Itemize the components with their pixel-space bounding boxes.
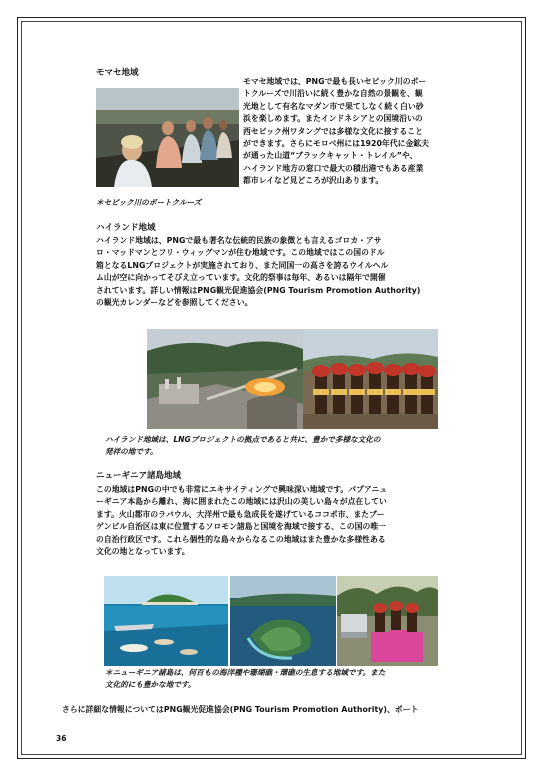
text-line: ロ・マッドマンとフリ・ウィッグマンが住む地域です。この地域ではこの国のドル [96,248,385,258]
text-line: ます。火山都市のラバウル、大洋州で最も急成長を遂げているココポ市、またブー [96,509,385,519]
text-line: 西セピック州ワタングでは多様な文化に接すること [243,126,423,136]
highlands-dancers-photo [303,329,438,429]
island-aerial-photo [230,576,336,666]
momase-heading: モマセ地域 [96,68,139,78]
momase-paragraph [243,76,493,188]
text-line: されています。詳しい情報はPNG観光促進協会(PNG Tourism Promotion Authority) [96,285,421,295]
caption-line: ＊ニューギニア諸島は、何百もの海洋種や珊瑚礁・環礁の生息する地域です。また [105,668,386,677]
sepik-boat-cruise-photo [96,88,239,187]
text-line: この地域はPNGの中でも非常にエキサイティングで興味深い地域です。パプアニュ [96,485,388,494]
text-line: 文化の地となっています。 [96,547,190,557]
islands-culture-photo [337,576,438,666]
text-line: ハイランド地域は、PNGで最も著名な伝統的民族の象徴とも言えるゴロカ・アサ [96,236,382,245]
text-line: ーギニア本島から離れ、海に囲まれたこの地域には沢山の美しい島々が点在してい [96,497,387,507]
caption-line: 発祥の地です。 [105,447,158,456]
text-line: 光地として有名なマダン市で果てしなく続く白い砂 [243,101,424,111]
sepik-photo-caption: ＊セピック川のボートクルーズ [96,198,202,207]
highlands-heading: ハイランド地域 [96,223,156,233]
text-line: ができます。さらにモロベ州には1920年代に金鉱夫 [243,139,430,149]
islands-photo-caption [105,667,490,691]
lng-project-photo [147,329,303,429]
new-guinea-islands-heading: ニューギニア諸島地域 [96,471,182,481]
text-line: の観光カレンダーなどを参照してください。 [96,298,253,308]
caption-line: ハイランド地域は、LNGプロジェクトの拠点であると共に、豊かで多様な文化の [105,435,381,444]
text-line: ム山が空に向かってそびえ立っています。文化的祭事は毎年、あるいは隔年で開催 [96,273,386,283]
text-line: ハイランド地方の窓口で最大の積出港でもある産業 [243,163,424,173]
page-number: 36 [56,734,67,743]
text-line: が通った山道“ブラックキャット・トレイル”や、 [243,151,418,161]
text-line: ゲンビル自治区は東に位置するソロモン諸島と国境を海域で接する、この国の唯一 [96,522,387,532]
text-line: の自治行政区です。これら個性的な島々からなるこの地域はまた豊かな多様性ある [96,534,386,544]
text-line: 浜を楽しめます。またインドネシアとの国境沿いの [243,114,423,124]
new-guinea-islands-paragraph [96,484,496,558]
caption-line: 文化的にも豊かな地です。 [105,680,196,689]
highlands-photo-caption [105,434,485,458]
text-line: 都市レイなど見どころが沢山あります。 [243,176,384,186]
footer-continuation-line: さらに詳細な情報についてはPNG観光促進協会(PNG Tourism Promotion Authority)、ポート [62,705,419,714]
text-line: モマセ地域では、PNGで最も長いセピック川のボー [243,77,427,86]
text-line: 箱となるLNGプロジェクトが実施されており、また同国一の高さを誇るウイルヘル [96,260,389,270]
island-diving-photo [104,576,228,666]
text-line: トクルーズで川沿いに続く豊かな自然の景観を、観 [243,89,423,99]
highlands-paragraph [96,235,496,309]
